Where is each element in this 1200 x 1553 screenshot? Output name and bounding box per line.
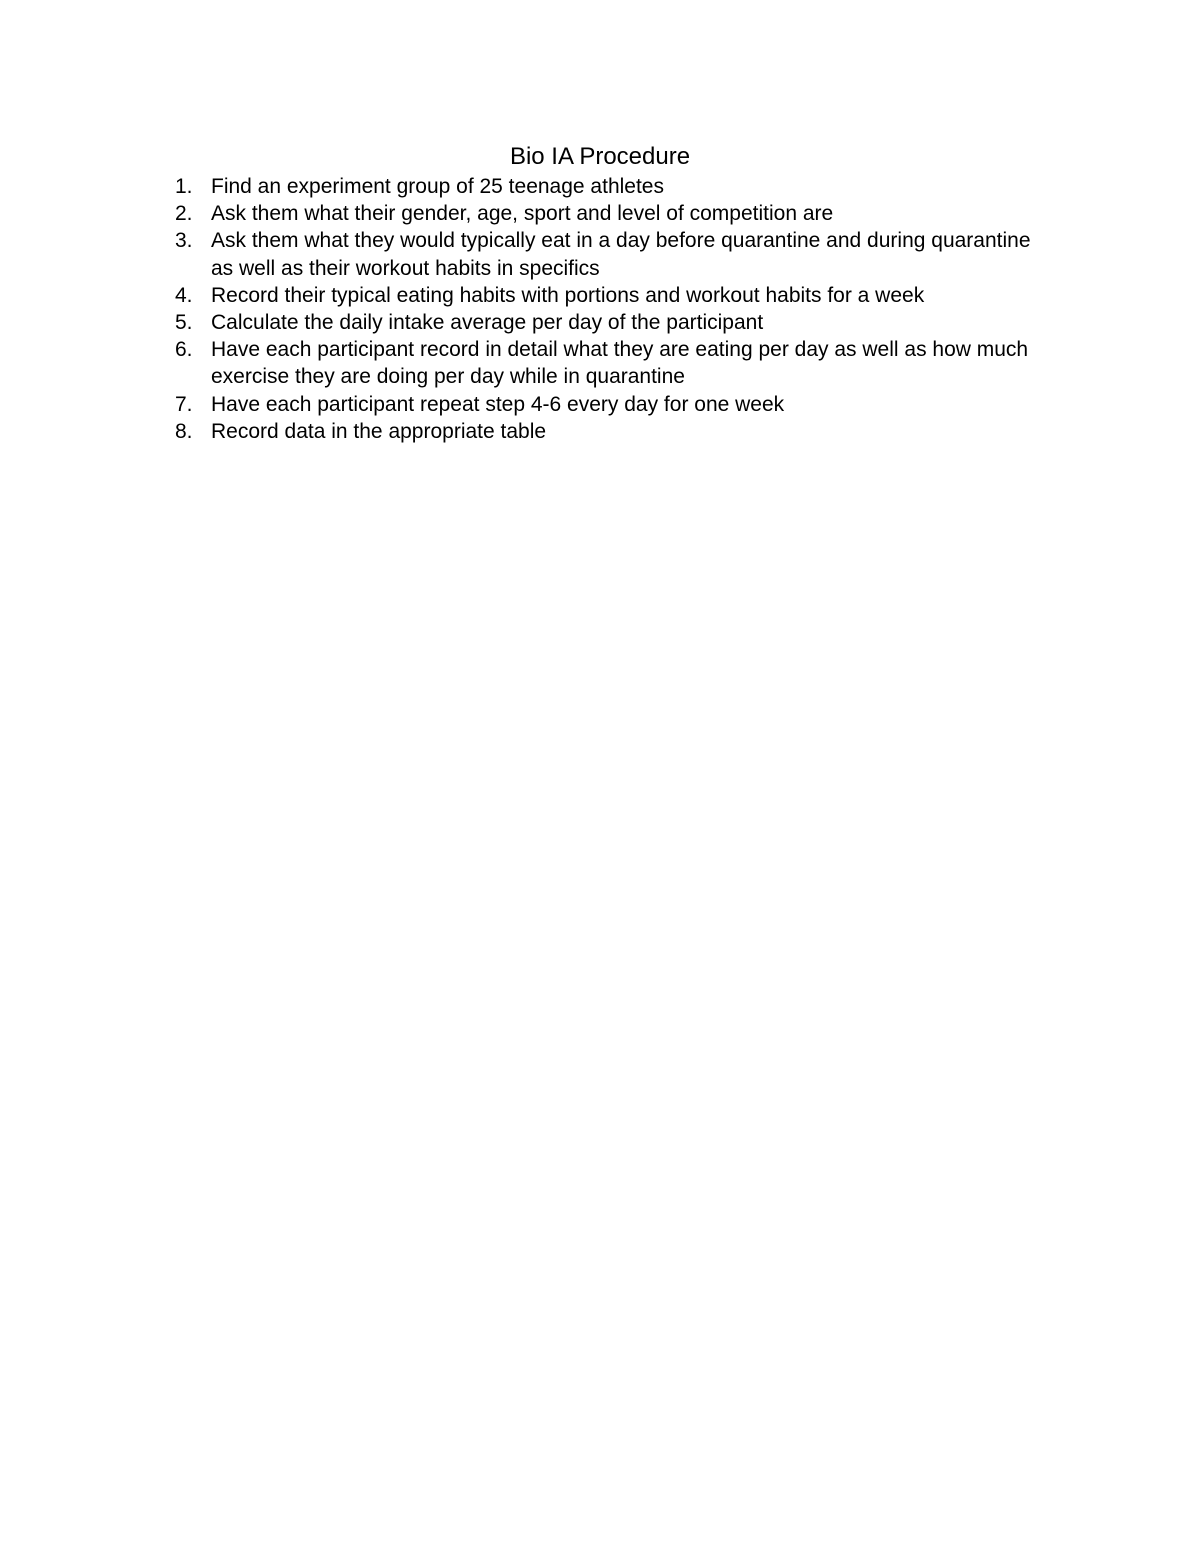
list-item bbox=[175, 282, 1035, 309]
step-number: 5. bbox=[175, 311, 193, 335]
list-item bbox=[175, 309, 1035, 336]
step-number: 1. bbox=[175, 175, 193, 198]
step-text: Have each participant record in detail what they are eating per day as well as how much exercise they are doing per day while in quarantine bbox=[211, 338, 1029, 389]
procedure-list bbox=[175, 173, 1035, 445]
step-number: 4. bbox=[175, 283, 193, 307]
step-number: 3. bbox=[175, 229, 193, 253]
list-item bbox=[175, 173, 1035, 200]
step-text: Ask them what they would typically eat in a day before quarantine and during quarantine as well as their workout habits in specifics bbox=[211, 229, 1031, 280]
step-text: Have each participant repeat step 4-6 every day for one week bbox=[211, 392, 785, 416]
step-text: Record data in the appropriate table bbox=[211, 419, 547, 443]
list-item bbox=[175, 227, 1035, 281]
step-number: 2. bbox=[175, 202, 193, 226]
step-number: 7. bbox=[175, 392, 193, 416]
step-number: 8. bbox=[175, 419, 193, 443]
list-item bbox=[175, 336, 1035, 390]
step-number: 6. bbox=[175, 338, 193, 362]
list-item bbox=[175, 391, 1035, 418]
step-text: Record their typical eating habits with portions and workout habits for a week bbox=[211, 283, 925, 307]
step-text: Calculate the daily intake average per day of the participant bbox=[211, 311, 764, 335]
step-text: Ask them what their gender, age, sport and level of competition are bbox=[211, 202, 834, 226]
document-title: Bio IA Procedure bbox=[509, 143, 691, 170]
list-item bbox=[175, 418, 1035, 445]
step-text: Find an experiment group of 25 teenage athletes bbox=[211, 175, 664, 198]
list-item bbox=[175, 200, 1035, 227]
